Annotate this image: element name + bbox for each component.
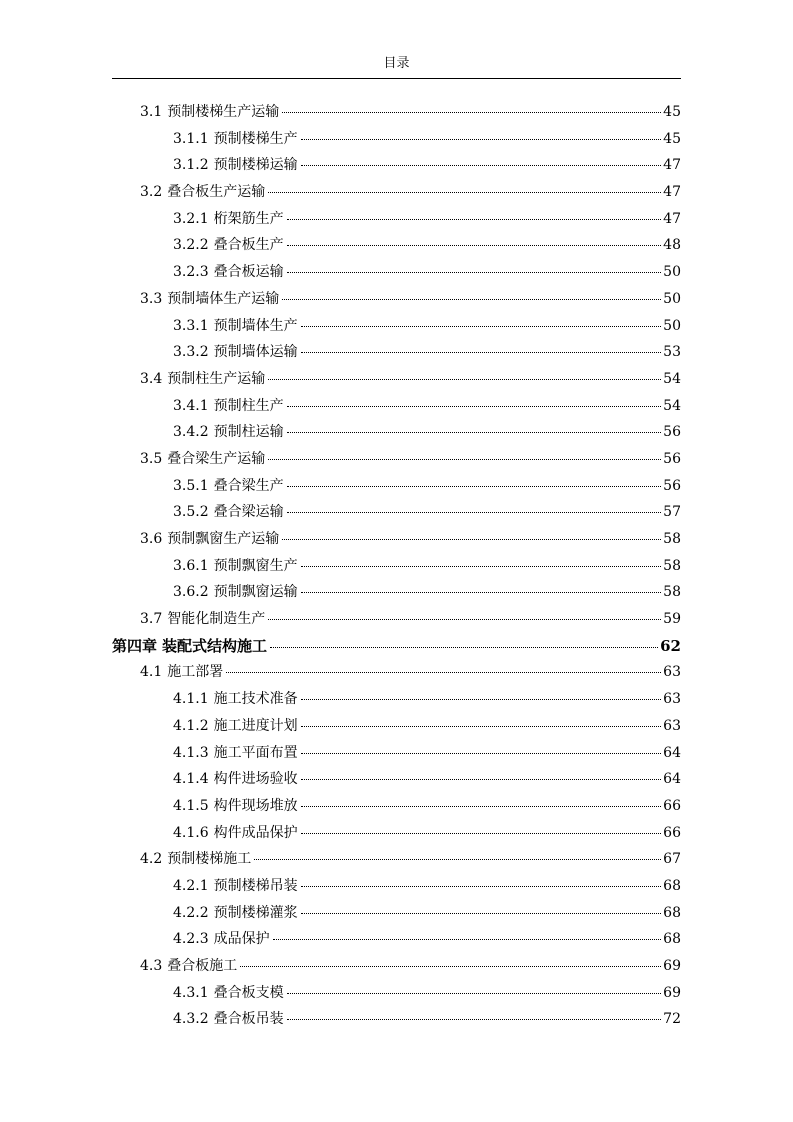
toc-entry-title: 施工进度计划 [213, 717, 298, 734]
dot-leader [301, 325, 662, 327]
toc-entry-page: 63 [663, 691, 681, 708]
toc-entry-page: 56 [663, 477, 681, 494]
toc-entry-title: 预制飘窗生产 [213, 557, 298, 574]
toc-entry[interactable] [112, 713, 681, 740]
dot-leader [301, 725, 662, 727]
toc-entry-title: 叠合梁运输 [213, 504, 284, 521]
table-of-contents [112, 99, 681, 1033]
toc-entry-number: 4.1.1 [173, 691, 209, 708]
toc-entry[interactable] [112, 419, 681, 446]
toc-entry-number: 3.1.1 [173, 130, 209, 147]
toc-entry-number: 3.6 [140, 531, 163, 547]
toc-entry-number: 4.1.3 [173, 744, 209, 761]
toc-entry-page: 45 [663, 104, 681, 120]
toc-entry-title: 构件成品保护 [213, 824, 298, 841]
toc-entry[interactable] [112, 766, 681, 793]
toc-entry-page: 57 [663, 504, 681, 521]
dot-leader [287, 218, 662, 220]
toc-entry-title: 预制飘窗生产运输 [167, 531, 280, 547]
toc-entry-title: 预制楼梯吊装 [213, 877, 298, 894]
dot-leader [240, 965, 661, 967]
toc-entry-title: 叠合板运输 [213, 264, 284, 281]
toc-entry-number: 4.1 [140, 664, 163, 681]
toc-entry-page: 58 [663, 557, 681, 574]
toc-entry-number: 3.6.1 [173, 557, 209, 574]
dot-leader [268, 618, 661, 620]
dot-leader [226, 671, 661, 673]
toc-entry-page: 50 [663, 264, 681, 281]
toc-entry-number: 4.1.5 [173, 797, 209, 814]
dot-leader [287, 511, 662, 513]
toc-entry-number: 3.3.1 [173, 317, 209, 334]
toc-entry-page: 50 [663, 317, 681, 334]
dot-leader [282, 111, 661, 113]
toc-entry-page: 48 [663, 237, 681, 254]
toc-entry-page: 62 [660, 636, 681, 655]
toc-entry-number: 3.2 [140, 184, 163, 201]
toc-entry[interactable] [112, 1006, 681, 1033]
toc-entry[interactable] [112, 926, 681, 953]
toc-entry-page: 69 [663, 984, 681, 1001]
toc-entry-number: 3.2.3 [173, 264, 209, 281]
toc-entry-page: 68 [663, 904, 681, 921]
toc-entry-page: 68 [663, 877, 681, 894]
toc-entry-title: 叠合板支模 [213, 984, 284, 1001]
toc-entry-number: 4.2.3 [173, 931, 209, 948]
dot-leader [282, 298, 661, 300]
toc-entry[interactable] [112, 980, 681, 1007]
dot-leader [301, 885, 662, 887]
toc-entry-title: 智能化制造生产 [167, 611, 266, 628]
toc-entry[interactable] [112, 232, 681, 259]
toc-entry-page: 63 [663, 717, 681, 734]
toc-entry-title: 桁架筋生产 [213, 210, 284, 227]
dot-leader [287, 431, 662, 433]
toc-entry[interactable] [112, 873, 681, 900]
dot-leader [301, 805, 662, 807]
toc-entry-title: 预制楼梯生产运输 [167, 104, 280, 120]
toc-entry-title: 施工平面布置 [213, 744, 298, 761]
dot-leader [282, 538, 661, 540]
toc-entry[interactable] [112, 953, 681, 980]
toc-entry-title: 叠合板生产运输 [167, 184, 266, 201]
toc-entry-number: 3.3.2 [173, 344, 209, 361]
toc-entry-title: 叠合板生产 [213, 237, 284, 254]
toc-entry-number: 3.2.2 [173, 237, 209, 254]
toc-entry-number: 4.3.2 [173, 1011, 209, 1028]
toc-entry-page: 56 [663, 450, 681, 467]
toc-entry-title: 叠合板施工 [167, 958, 238, 974]
dot-leader [268, 191, 661, 193]
dot-leader [301, 164, 662, 166]
toc-entry-number: 3.2.1 [173, 210, 209, 227]
toc-entry-number: 4.2.1 [173, 877, 209, 894]
toc-entry[interactable] [112, 900, 681, 927]
toc-entry-page: 50 [663, 290, 681, 307]
toc-entry[interactable] [112, 686, 681, 713]
toc-entry-title: 叠合梁生产运输 [167, 450, 266, 467]
toc-entry[interactable] [112, 446, 681, 473]
toc-entry-title: 构件现场堆放 [213, 797, 298, 814]
toc-entry[interactable] [112, 179, 681, 206]
toc-entry-number: 3.4.2 [173, 424, 209, 441]
toc-entry-title: 预制楼梯施工 [167, 851, 252, 868]
toc-entry-title: 预制楼梯运输 [213, 157, 298, 174]
dot-leader [287, 271, 662, 273]
dot-leader [287, 485, 662, 487]
toc-chapter-entry[interactable] [112, 633, 681, 660]
toc-entry[interactable] [112, 846, 681, 873]
toc-entry-number: 4.2 [140, 851, 163, 868]
toc-entry[interactable] [112, 393, 681, 420]
toc-entry[interactable] [112, 820, 681, 847]
toc-entry-page: 64 [663, 744, 681, 761]
toc-entry-number: 3.3 [140, 290, 163, 307]
dot-leader [301, 778, 662, 780]
toc-entry-number: 3.1 [140, 104, 163, 120]
dot-leader [287, 992, 662, 994]
toc-entry[interactable] [112, 286, 681, 313]
dot-leader [301, 832, 662, 834]
dot-leader [268, 458, 661, 460]
dot-leader [254, 858, 661, 860]
dot-leader [301, 912, 662, 914]
dot-leader [301, 591, 662, 593]
toc-entry[interactable] [112, 126, 681, 153]
toc-entry[interactable] [112, 206, 681, 233]
toc-entry-title: 成品保护 [213, 931, 270, 948]
toc-entry-number: 3.4.1 [173, 397, 209, 414]
toc-entry-number: 3.7 [140, 611, 163, 628]
toc-entry-title: 施工部署 [167, 664, 224, 681]
toc-entry[interactable] [112, 793, 681, 820]
toc-entry-title: 预制墙体生产运输 [167, 290, 280, 307]
toc-entry-page: 59 [663, 611, 681, 628]
dot-leader [270, 646, 658, 648]
toc-entry[interactable] [112, 339, 681, 366]
toc-entry-title: 预制柱生产运输 [167, 370, 266, 387]
toc-entry-page: 63 [663, 664, 681, 681]
dot-leader [287, 405, 662, 407]
toc-entry-number: 3.5.2 [173, 504, 209, 521]
toc-entry-page: 45 [663, 130, 681, 147]
toc-entry-title: 构件进场验收 [213, 771, 298, 788]
toc-entry-number: 4.3.1 [173, 984, 209, 1001]
toc-entry[interactable] [112, 499, 681, 526]
dot-leader [301, 752, 662, 754]
page-header [112, 54, 681, 79]
toc-entry-title: 装配式结构施工 [162, 636, 268, 655]
dot-leader [301, 351, 662, 353]
toc-entry-page: 54 [663, 370, 681, 387]
toc-entry-number: 3.5.1 [173, 477, 209, 494]
toc-entry-title: 叠合梁生产 [213, 477, 284, 494]
toc-entry-title: 预制柱运输 [213, 424, 284, 441]
toc-entry-page: 53 [663, 344, 681, 361]
toc-entry-number: 3.4 [140, 370, 163, 387]
toc-entry-page: 69 [663, 958, 681, 974]
toc-entry[interactable] [112, 526, 681, 553]
dot-leader [301, 138, 662, 140]
toc-entry[interactable] [112, 152, 681, 179]
toc-entry-number: 3.5 [140, 450, 163, 467]
toc-entry-page: 58 [663, 531, 681, 547]
toc-entry-page: 47 [663, 184, 681, 201]
toc-entry[interactable] [112, 740, 681, 767]
toc-entry[interactable] [112, 606, 681, 633]
toc-entry-number: 4.1.6 [173, 824, 209, 841]
toc-entry-number: 4.2.2 [173, 904, 209, 921]
toc-entry-title: 预制墙体运输 [213, 344, 298, 361]
toc-entry[interactable] [112, 579, 681, 606]
toc-entry-page: 47 [663, 157, 681, 174]
dot-leader [287, 244, 662, 246]
toc-entry-page: 58 [663, 584, 681, 601]
dot-leader [273, 938, 662, 940]
dot-leader [301, 565, 662, 567]
toc-entry-title: 预制楼梯生产 [213, 130, 298, 147]
dot-leader [301, 698, 662, 700]
toc-entry-number: 4.3 [140, 958, 163, 974]
toc-entry-page: 67 [663, 851, 681, 868]
toc-entry-title: 预制墙体生产 [213, 317, 298, 334]
dot-leader [268, 378, 661, 380]
toc-entry-title: 施工技术准备 [213, 691, 298, 708]
header-title: 目录 [383, 56, 410, 71]
toc-entry[interactable] [112, 259, 681, 286]
toc-entry-page: 66 [663, 797, 681, 814]
toc-entry-page: 64 [663, 771, 681, 788]
toc-entry[interactable] [112, 473, 681, 500]
toc-entry-title: 叠合板吊装 [213, 1011, 284, 1028]
toc-entry-page: 56 [663, 424, 681, 441]
toc-entry-number: 4.1.4 [173, 771, 209, 788]
toc-entry-page: 47 [663, 210, 681, 227]
toc-entry-number: 3.6.2 [173, 584, 209, 601]
toc-entry-number: 3.1.2 [173, 157, 209, 174]
toc-entry[interactable] [112, 99, 681, 126]
dot-leader [287, 1018, 662, 1020]
toc-entry-title: 预制楼梯灌浆 [213, 904, 298, 921]
toc-entry-title: 预制飘窗运输 [213, 584, 298, 601]
toc-entry[interactable] [112, 659, 681, 686]
toc-entry-page: 72 [663, 1011, 681, 1028]
toc-entry-number: 4.1.2 [173, 717, 209, 734]
toc-entry-page: 66 [663, 824, 681, 841]
toc-entry[interactable] [112, 366, 681, 393]
toc-entry-page: 68 [663, 931, 681, 948]
toc-entry-page: 54 [663, 397, 681, 414]
toc-entry-title: 预制柱生产 [213, 397, 284, 414]
toc-entry-number: 第四章 [112, 636, 158, 655]
toc-entry[interactable] [112, 553, 681, 580]
toc-entry[interactable] [112, 313, 681, 340]
